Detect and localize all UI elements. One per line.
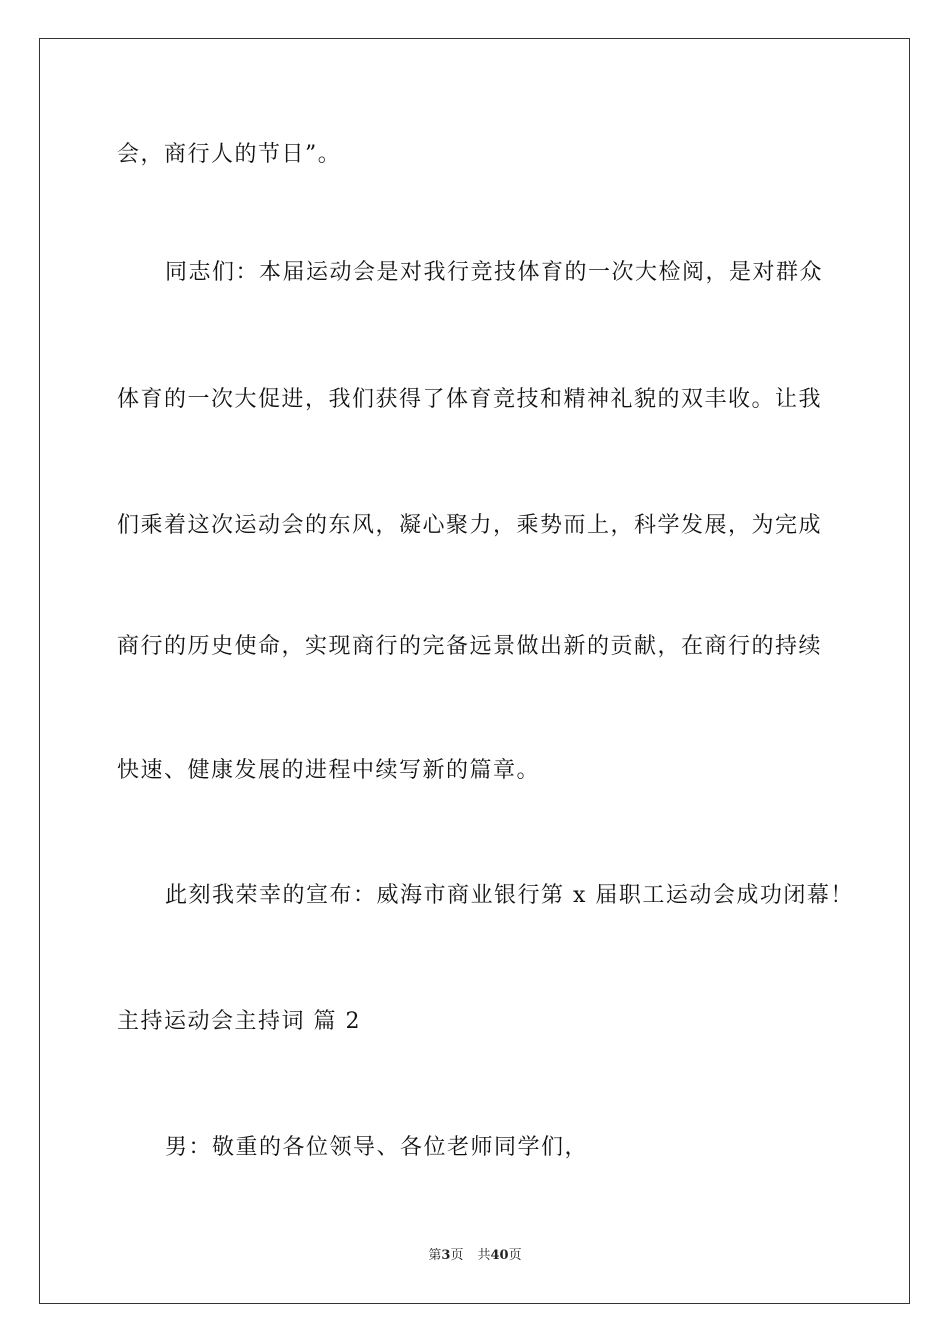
text-line-1: 会，商行人的节日”。 [117,142,342,167]
text-line-5: 商行的历史使命，实现商行的完备远景做出新的贡献，在商行的持续 [117,634,823,659]
footer-page-suffix: 页 [450,1248,464,1263]
text-line-7: 此刻我荣幸的宣布：威海市商业银行第 x 届职工运动会成功闭幕！ [165,883,854,908]
section-heading: 主持运动会主持词 篇 2 [117,1009,361,1034]
page-footer [0,1247,950,1265]
text-line-6: 快速、健康发展的进程中续写新的篇章。 [117,758,541,783]
text-line-2: 同志们：本届运动会是对我行竞技体育的一次大检阅，是对群众 [165,260,824,285]
footer-page-number: 3 [441,1248,451,1263]
footer-page-prefix: 第 [428,1248,442,1263]
footer-total-suffix: 页 [508,1248,522,1263]
text-line-8: 男：敬重的各位领导、各位老师同学们， [165,1135,589,1160]
text-line-4: 们乘着这次运动会的东风，凝心聚力，乘势而上，科学发展，为完成 [117,513,823,538]
footer-total-number: 40 [490,1248,509,1263]
text-line-3: 体育的一次大促进，我们获得了体育竞技和精神礼貌的双丰收。让我 [117,387,823,412]
page-border [39,38,910,1304]
footer-total-prefix: 共 [477,1248,491,1263]
